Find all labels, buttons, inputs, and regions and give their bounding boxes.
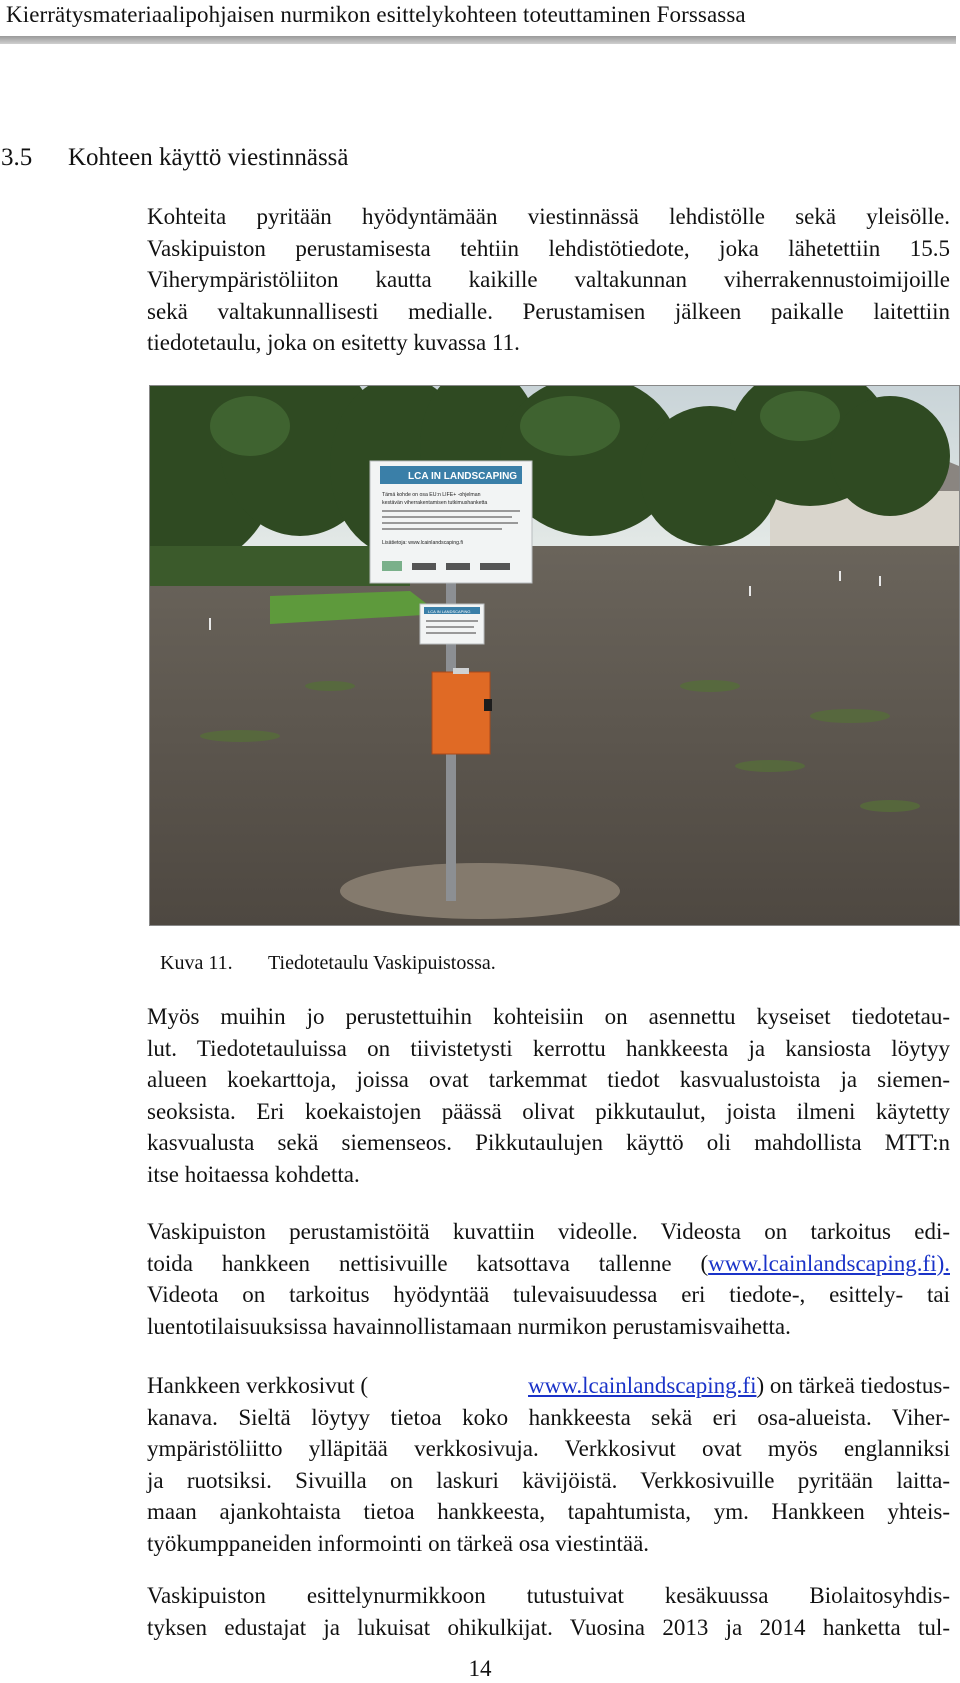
text-line: luentotilaisuuksissa havainnollistamaan nurmikon perustamisvaihetta.	[147, 1313, 791, 1339]
text-line: alueen koekarttoja, joissa ovat tarkemmat tiedot kasvualustoista ja siemen-	[147, 1067, 950, 1093]
text-line: Kohteita pyritään hyödyntämään viestinnässä lehdistölle sekä yleisölle.	[147, 204, 950, 229]
running-header: Kierrätysmateriaalipohjaisen nurmikon esittelykohteen toteuttaminen Forssassa	[6, 2, 746, 27]
text-line: maan ajankohtaista tietoa hankkeesta, tapahtumista, ym. Hankkeen yhteis-	[147, 1499, 950, 1525]
sign-web: Lisätietoja: www.lcainlandscaping.fi	[382, 540, 464, 546]
text-line: Vaskipuiston perustamisesta tehtiin lehdistötiedote, joka lähetettiin 15.5	[147, 235, 950, 261]
text-line: kanava. Sieltä löytyy tietoa koko hankkeesta sekä eri osa-alueista. Viher-	[147, 1404, 950, 1430]
page-number: 14	[468, 1656, 492, 1681]
text-line: työkumppaneiden informointi on tärkeä osa viestintää.	[147, 1530, 650, 1556]
disturbed-ground	[340, 863, 620, 919]
section-number: 3.5	[1, 144, 33, 171]
orange-folder-box	[432, 668, 492, 754]
paragraph-3	[147, 1216, 950, 1342]
text-line	[147, 1370, 950, 1402]
text-fragment: ) on tärkeä tiedostus-	[756, 1373, 950, 1398]
text-line: itse hoitaessa kohdetta.	[147, 1161, 360, 1187]
figure-photo	[149, 385, 960, 926]
text-fragment: toida hankkeen nettisivuille katsottava tallenne (	[147, 1250, 709, 1276]
header-rule	[0, 36, 956, 44]
sign-title: LCA IN LANDSCAPING	[408, 471, 518, 482]
small-sign-title: LCA IN LANDSCAPING	[428, 609, 471, 614]
paragraph-1	[147, 201, 950, 359]
text-line: kasvualusta sekä siemenseos. Pikkutaulujen käyttö oli mahdollista MTT:n	[147, 1130, 950, 1156]
text-line: sekä valtakunnallisesti medialle. Perustamisen jälkeen paikalle laitettiin	[147, 298, 950, 324]
text-line: ja ruotsiksi. Sivuilla on laskuri kävijöistä. Verkkosivuille pyritään laitta-	[147, 1467, 950, 1493]
caption-label: Kuva 11.	[160, 952, 233, 974]
small-sign	[420, 604, 484, 644]
text-line: Vaskipuiston esittelynurmikkoon tutustuivat kesäkuussa Biolaitosyhdis-	[147, 1583, 950, 1608]
text-line: tiedotetaulu, joka on esitetty kuvassa 11.	[147, 330, 520, 356]
text-line: Videota on tarkoitus hyödyntää tulevaisuudessa eri tiedote-, esittely- tai	[147, 1282, 950, 1308]
text-line: tyksen edustajat ja lukuisat ohikulkijat. Vuosina 2013 ja 2014 hanketta tul-	[147, 1614, 950, 1640]
website-link[interactable]: www.lcainlandscaping.fi).	[708, 1250, 950, 1276]
text-line: Myös muihin jo perustettuihin kohteisiin on asennettu kyseiset tiedotetau-	[147, 1004, 950, 1029]
sign-line: Tämä kohde on osa EU:n LIFE+ -ohjelman	[382, 492, 481, 498]
paragraph-5	[147, 1580, 950, 1643]
sign-line: kestävän viherrakentamisen tutkimushanketta	[382, 500, 488, 506]
text-line: ympäristöliitto ylläpitää verkkosivuja. Verkkosivut ovat myös englanniksi	[147, 1436, 950, 1462]
photo-illustration	[150, 386, 959, 925]
text-fragment: Hankkeen verkkosivut (	[147, 1373, 368, 1398]
text-line	[147, 1248, 950, 1280]
caption-text: Tiedotetaulu Vaskipuistossa.	[268, 952, 496, 974]
text-line: lut. Tiedotetauluissa on tiivistetysti kerrottu hankkeesta ja kansiosta löytyy	[147, 1035, 950, 1061]
main-sign	[370, 461, 532, 583]
website-link[interactable]: www.lcainlandscaping.fi	[528, 1373, 757, 1398]
paragraph-4	[147, 1370, 950, 1560]
paragraph-2	[147, 1001, 950, 1191]
text-line: Viherympäristöliiton kautta kaikille valtakunnan viherrakennustoimijoille	[147, 267, 950, 293]
text-line: Vaskipuiston perustamistöitä kuvattiin videolle. Videosta on tarkoitus edi-	[147, 1219, 950, 1244]
section-title: Kohteen käyttö viestinnässä	[68, 144, 349, 171]
text-line: seoksista. Eri koekaistojen päässä olivat pikkutaulut, joista ilmeni käytetty	[147, 1098, 950, 1124]
